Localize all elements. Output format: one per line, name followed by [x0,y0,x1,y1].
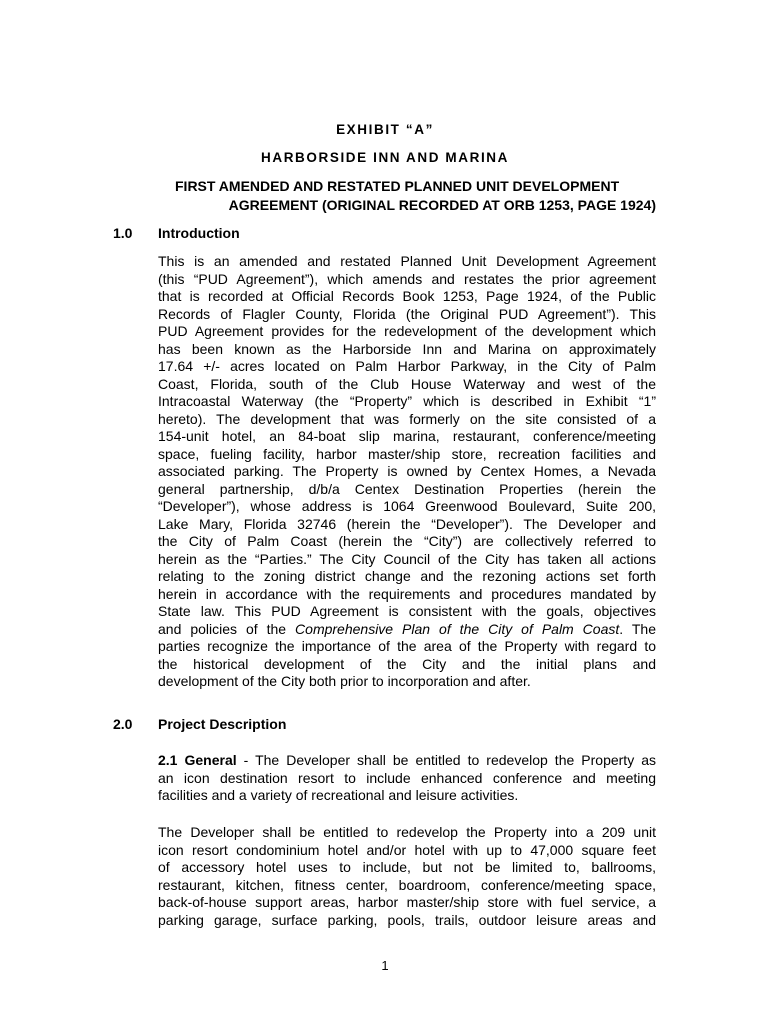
intro-line: hereto). The development that was formerly on the site consisted of a [158,410,656,427]
intro-line: parties recognize the importance of the area of the Property with regard to [158,638,656,654]
section-1-heading: Introduction [158,225,240,241]
intro-line: and policies of the Comprehensive Plan of the City of Palm Coast. The [158,620,656,637]
intro-line: PUD Agreement provides for the redevelopment of the development which [158,323,656,339]
title-line-2: AGREEMENT (ORIGINAL RECORDED AT ORB 1253, PAGE 1924) [228,197,656,213]
intro-line: 154-unit hotel, an 84-boat slip marina, restaurant, conference/meeting [158,428,656,444]
intro-line: that is recorded at Official Records Book 1253, Page 1924, of the Public [158,288,656,304]
intro-line: associated parking. The Property is owned by Centex Homes, a Nevada [158,463,656,479]
intro-line: space, fueling facility, harbor master/ship store, recreation facilities and [158,445,656,462]
intro-line: Lake Mary, Florida 32746 (herein the “Developer”). The Developer and [158,515,656,532]
intro-line: development of the City both prior to incorporation and after. [158,673,531,689]
redevelopment-line: The Developer shall be entitled to redevelop the Property into a 209 unit [158,824,656,840]
intro-line: general partnership, d/b/a Centex Destination Properties (herein the [158,480,656,497]
redevelopment-line: restaurant, kitchen, fitness center, boardroom, conference/meeting space, [158,876,656,893]
title-line-1: FIRST AMENDED AND RESTATED PLANNED UNIT DEVELOPMENT [175,178,620,194]
intro-line: 17.64 +/- acres located on Palm Harbor Parkway, in the City of Palm [158,358,656,374]
introduction-paragraph [158,253,656,691]
intro-line: relating to the zoning district change and the rezoning actions set forth [158,568,656,584]
project-name: HARBORSIDE INN AND MARINA [261,150,509,165]
intro-line: has been known as the Harborside Inn and Marina on approximately [158,340,656,357]
page-number: 1 [381,958,389,973]
intro-line: herein as the “Parties.” The City Council of the City has taken all actions [158,550,656,567]
general-line-2: an icon destination resort to include enhanced conference and meeting [158,769,656,786]
intro-line: (this “PUD Agreement”), which amends and restates the prior agreement [158,270,656,287]
general-paragraph [158,752,656,805]
redevelopment-line: back-of-house support areas, harbor master/ship store with fuel service, a [158,894,656,910]
section-1-number: 1.0 [113,225,133,241]
section-2-heading: Project Description [158,716,287,732]
intro-line: Records of Flagler County, Florida (the Original PUD Agreement”). This [158,305,656,322]
intro-line: This is an amended and restated Planned Unit Development Agreement [158,253,656,269]
intro-line: Intracoastal Waterway (the “Property” which is described in Exhibit “1” [158,393,656,409]
document-title [170,177,656,215]
intro-line: Coast, Florida, south of the Club House Waterway and west of the [158,375,656,392]
intro-line: the historical development of the City and the initial plans and [158,655,656,672]
redevelopment-line: of accessory hotel uses to include, but not be limited to, ballrooms, [158,859,656,875]
redevelopment-line: icon resort condominium hotel and/or hotel with up to 47,000 square feet [158,841,656,858]
intro-line: State law. This PUD Agreement is consistent with the goals, objectives [158,603,656,619]
intro-line: “Developer”), whose address is 1064 Greenwood Boulevard, Suite 200, [158,498,656,514]
redevelopment-line: parking garage, surface parking, pools, trails, outdoor leisure areas and [158,911,656,928]
general-line-1: 2.1 General - The Developer shall be entitled to redevelop the Property as [158,752,656,768]
redevelopment-paragraph [158,824,656,929]
general-line-3: facilities and a variety of recreational and leisure activities. [158,787,519,803]
plan-reference: Comprehensive Plan of the City of Palm Coast [295,620,620,637]
subsection-label: 2.1 General [158,752,237,768]
exhibit-label: EXHIBIT “A” [336,122,434,137]
intro-line: the City of Palm Coast (herein the “City”) are collectively referred to [158,533,656,549]
intro-line: herein in accordance with the requirements and procedures mandated by [158,585,656,602]
section-2-number: 2.0 [113,716,133,732]
